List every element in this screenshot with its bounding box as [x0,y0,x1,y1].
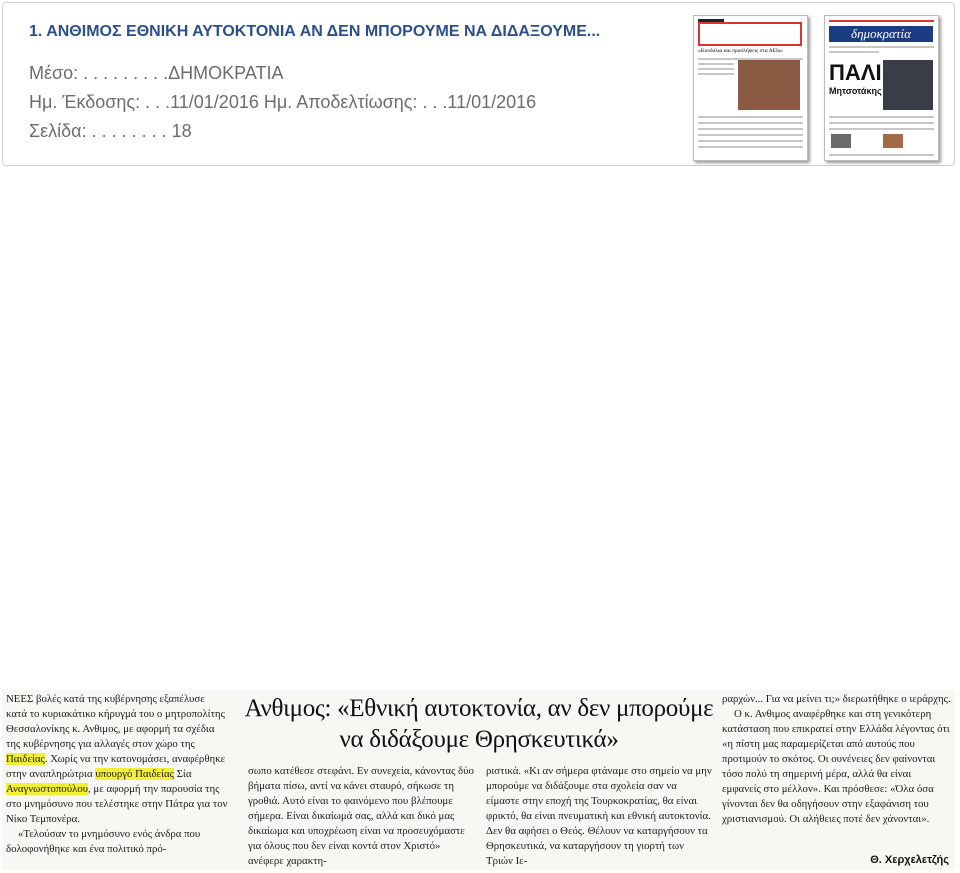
highlight-term: υπουργό Παιδείας [95,768,174,780]
text-run: ΝΕΕΣ βολές κατά της κυβέρνησης εξαπέλυσε κατά το κυριακάτικο κήρυγμά του ο μητροπολίτης Θεσσαλονίκης κ. Ανθιμος, με αφορμή τα σχέδια της κυβέρνησης για αλλαγές στον χώρο της [6,693,225,750]
thumb-text-line [698,146,803,148]
cover-small-photo [831,134,851,148]
text-run: Σία [173,768,192,780]
thumb-photo [738,60,800,110]
cover-subheadline: Μητσοτάκης [829,86,882,96]
article-column-4 [722,692,952,827]
thumb-text-line [698,122,803,124]
cover-thumbnail[interactable] [824,15,939,161]
cover-headline: ΠΑΛΙ [829,60,882,85]
column-4-paragraph-2: Ο κ. Ανθιμος αναφέρθηκε και στη γενικότερη κατάσταση που επικρατεί στην Ελλάδα λέγοντας ότι «η πίστη μας παραμερίζεται από αυτούς που προτιμούν το σκότος. Οι ουνένειες δεν φαίνονται τόσο πολύ τη σημερινή μέρα, αλλά θα είναι εμφανείς στο μέλλον». Και πρόσθεσε: «Όλα όσα γίνονται δεν θα οδηγήσουν στην εξαφάνιση του χριστιανισμού. Οι αλήθειες ποτέ δεν χάνονται». [722,708,950,825]
column-1-paragraph-2: «Τελούσαν το μνημόσυνο ενός άνδρα που δολοφονήθηκε και ένα πολιτικό πρό- [6,828,201,855]
article-column-3: ριστικά. «Κι αν σήμερα φτάναμε στο σημείο να μην μπορούμε να διδάξουμε στα σχολεία σαν να είμαστε στην εποχή της Τουρκοκρατίας, θα είναι φρικτό, θα είναι πνευματική και εθνική αυτοκτονία. Δεν θα αφήσει ο Θεός. Θέλουν να καταργήσουν τα Θρησκευτικά, να καταργήσουν τη γιορτή των Τριών Ιε- [486,765,712,867]
column-1-paragraph-1 [6,692,228,827]
thumb-text-line [829,154,934,156]
text-run: , με αφορμή την παρουσία της στο μνημόσυνο που τελέστηκε στην Πάτρα για τον Νίκο Τεμπονέρα. [6,783,228,825]
thumb-text-line [698,116,803,118]
thumb-text-line [698,63,734,65]
highlight-term: Αναγνωστοπούλου [6,783,89,795]
page-thumbnail[interactable] [693,15,808,161]
clipping-header [2,2,955,166]
thumb-text-line [698,73,734,75]
cover-small-photo [883,134,903,148]
thumb-text-line [829,46,934,48]
article-column-1 [6,692,228,857]
cover-photo [883,60,933,110]
highlight-term: Παιδείας [6,753,45,765]
column-4-paragraph-1: ραρχών... Για να μείνει τι;» διερωτήθηκε ο ιεράρχης. [722,693,951,705]
highlight-frame [698,22,802,46]
thumb-text-line [829,116,934,118]
page-line: Σελίδα: . . . . . . . . 18 [29,121,192,141]
thumb-text-line [698,140,803,142]
dates-line: Ημ. Έκδοσης: . . .11/01/2016 Ημ. Αποδελτίωσης: . . .11/01/2016 [29,92,537,112]
article-clipping [2,690,955,870]
thumb-text-line [829,51,879,53]
thumb-text-line [698,128,803,130]
medium-line: Μέσο: . . . . . . . . .ΔΗΜΟΚΡΑΤΙΑ [29,63,284,83]
thumb-text-line [698,134,803,136]
author-byline: Θ. Χερχελετζής [870,854,949,866]
article-headline: Ανθιμος: «Εθνική αυτοκτονία, αν δεν μπορούμε να διδάξουμε Θρησκευτικά» [244,695,714,753]
newspaper-logo: δημοκρατία [829,26,933,42]
thumb-text-line [829,122,934,124]
article-column-2: σωπο κατέθεσε στεφάνι. Εν συνεχεία, κάνοντας δύο βήματα πίσω, αντί να κάνει σταυρό, σήκωσε τη γροθιά. Αυτό είναι το φαινόμενο που βλέπουμε σήμερα. Είναι δικαίωμά σας, αλλά και δικό μας δικαίωμα και υποχρέωση είναι να προσευχόμαστε για όλους που δεν είναι κοντά στον Χριστό» ανέφερε χαρακτη- [248,765,474,867]
thumb-text-line [829,20,934,22]
text-run: . Χωρίς να την κατονομάσει, αναφέρθηκε στην αναπληρώτρια [6,753,226,780]
article-title[interactable]: 1. ΑΝΘΙΜΟΣ ΕΘΝΙΚΗ ΑΥΤΟΚΤΟΝΙΑ ΑΝ ΔΕΝ ΜΠΟΡΟΥΜΕ ΝΑ ΔΙΔΑΞΟΥΜΕ... [29,23,601,40]
thumb-text-line [698,68,734,70]
thumb-caption: «Κονδύλια και προσλήψεις στα ΑΕΙs» [698,48,783,54]
thumb-text-line [829,128,934,130]
